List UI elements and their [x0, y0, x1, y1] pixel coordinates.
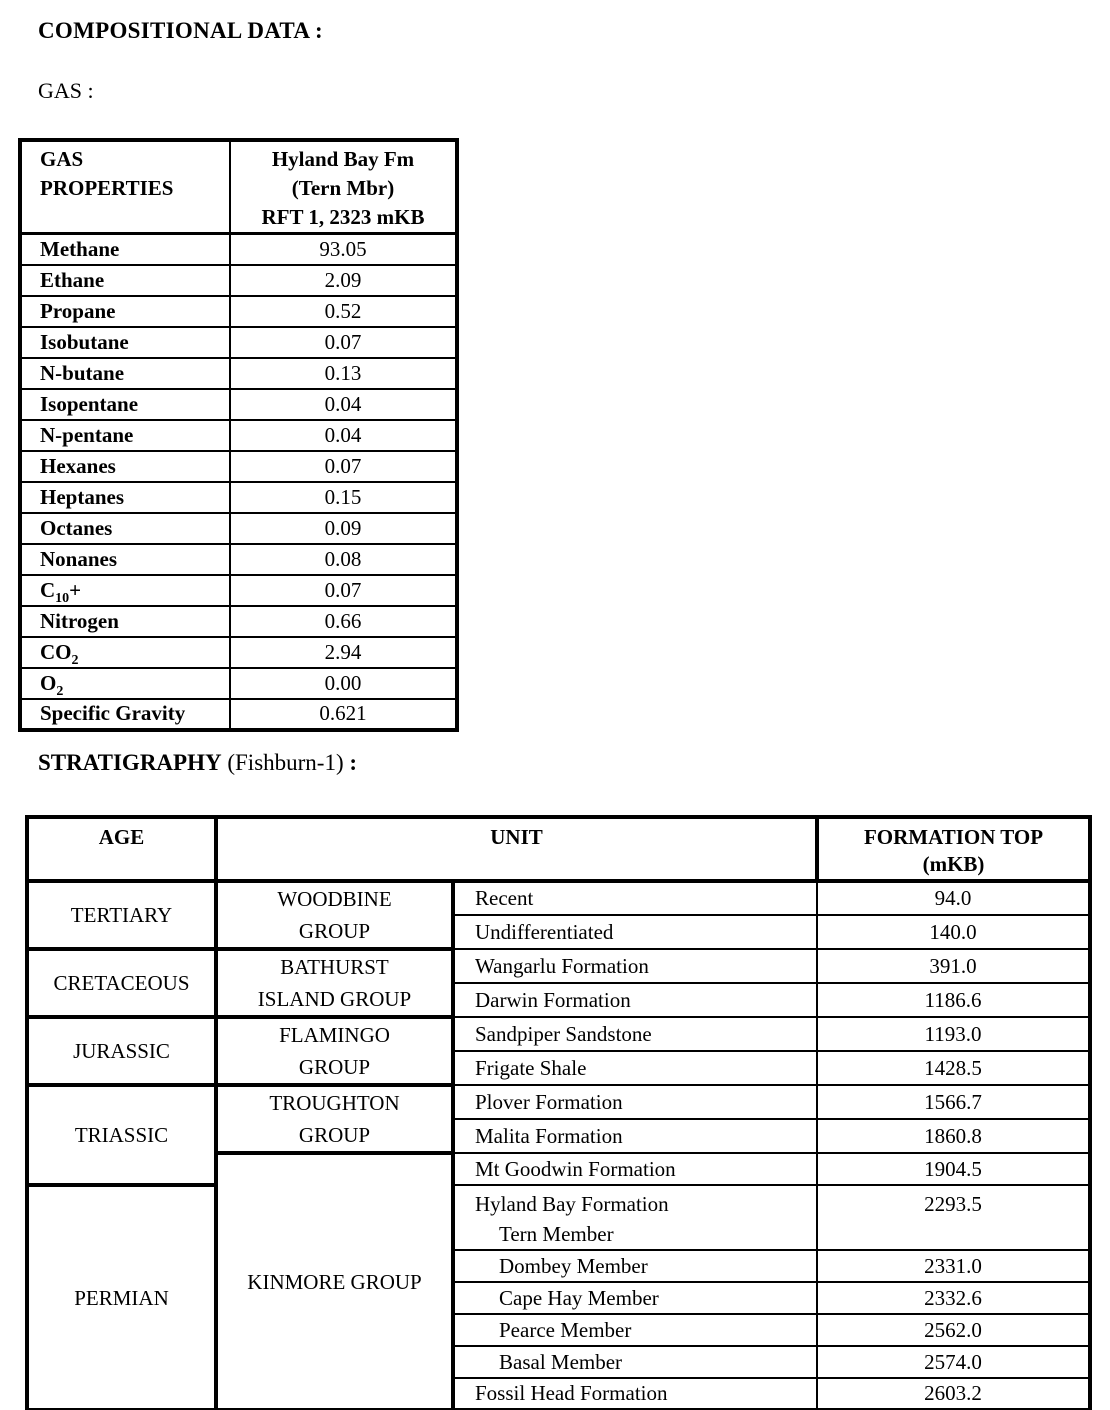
group-cell: TROUGHTON GROUP: [216, 1085, 453, 1153]
unit-cell: Malita Formation: [453, 1119, 817, 1153]
unit-cell: Dombey Member: [453, 1250, 817, 1282]
formation-top-cell: 94.0: [817, 881, 1090, 915]
unit-cell: Fossil Head Formation: [453, 1378, 817, 1410]
property-cell: Hexanes: [20, 451, 230, 482]
value-cell: 0.07: [230, 327, 457, 358]
stratigraphy-table: [25, 815, 1092, 1410]
strat-table-row: [27, 949, 1090, 983]
value-cell: 0.621: [230, 699, 457, 730]
value-cell: 0.09: [230, 513, 457, 544]
property-cell: $CO_2$: [20, 637, 230, 668]
unit-cell: Plover Formation: [453, 1085, 817, 1119]
strat-table-row: [27, 1085, 1090, 1119]
value-cell: 0.07: [230, 575, 457, 606]
property-cell: $C_{10}+$: [20, 575, 230, 606]
formation-top-cell: 1904.5: [817, 1153, 1090, 1185]
property-cell: Ethane: [20, 265, 230, 296]
formation-top-cell: 391.0: [817, 949, 1090, 983]
unit-cell: Pearce Member: [453, 1314, 817, 1346]
strat-table-row: [27, 881, 1090, 915]
property-cell: Nonanes: [20, 544, 230, 575]
group-cell: KINMORE GROUP: [216, 1153, 453, 1410]
header-line: RFT 1, 2323 mKB: [261, 205, 425, 229]
gas-table-row: [20, 482, 457, 513]
stratigraphy-heading-bold: STRATIGRAPHY: [38, 750, 222, 775]
age-cell: TERTIARY: [27, 881, 216, 949]
unit-cell: Recent: [453, 881, 817, 915]
gas-table-row: [20, 327, 457, 358]
property-cell: N-butane: [20, 358, 230, 389]
gas-table-row: [20, 544, 457, 575]
gas-table-row: [20, 637, 457, 668]
strat-header-formation-top: [817, 817, 1090, 881]
gas-section-label: GAS :: [38, 78, 94, 103]
unit-cell: Hyland Bay Formation Tern Member: [453, 1185, 817, 1250]
strat-header-age: AGE: [27, 817, 216, 881]
formation-top-cell: 2293.5: [817, 1185, 1090, 1250]
gas-table-row: [20, 420, 457, 451]
formation-top-cell: 2574.0: [817, 1346, 1090, 1378]
property-cell: N-pentane: [20, 420, 230, 451]
formation-top-cell: 1186.6: [817, 983, 1090, 1017]
header-line: (Tern Mbr): [291, 176, 395, 200]
property-cell: Octanes: [20, 513, 230, 544]
gas-table-header-row: [20, 140, 457, 234]
gas-table-header-sample: [230, 140, 457, 234]
property-cell: Propane: [20, 296, 230, 327]
header-line: PROPERTIES: [40, 176, 174, 200]
gas-table-row: [20, 513, 457, 544]
unit-cell: Frigate Shale: [453, 1051, 817, 1085]
gas-table-row: [20, 358, 457, 389]
property-cell: Methane: [20, 234, 230, 265]
formation-top-cell: 1428.5: [817, 1051, 1090, 1085]
group-cell: BATHURST ISLAND GROUP: [216, 949, 453, 1017]
compositional-data-heading: COMPOSITIONAL DATA :: [38, 18, 324, 43]
gas-table-row: [20, 575, 457, 606]
unit-cell: Undifferentiated: [453, 915, 817, 949]
formation-top-cell: 2331.0: [817, 1250, 1090, 1282]
property-cell: Heptanes: [20, 482, 230, 513]
unit-cell: Darwin Formation: [453, 983, 817, 1017]
formation-top-cell: 1860.8: [817, 1119, 1090, 1153]
formation-top-cell: 2603.2: [817, 1378, 1090, 1410]
gas-table-row: [20, 265, 457, 296]
age-cell: JURASSIC: [27, 1017, 216, 1085]
value-cell: 0.15: [230, 482, 457, 513]
value-cell: 0.52: [230, 296, 457, 327]
strat-header-unit: UNIT: [216, 817, 817, 881]
value-cell: 0.04: [230, 389, 457, 420]
value-cell: 0.04: [230, 420, 457, 451]
unit-cell: Basal Member: [453, 1346, 817, 1378]
value-cell: 0.00: [230, 668, 457, 699]
unit-cell: Cape Hay Member: [453, 1282, 817, 1314]
header-line: GAS: [40, 147, 84, 171]
gas-table-header-properties: [20, 140, 230, 234]
unit-cell: Sandpiper Sandstone: [453, 1017, 817, 1051]
stratigraphy-heading-colon: :: [343, 750, 358, 775]
formation-top-cell: 140.0: [817, 915, 1090, 949]
property-cell: Specific Gravity: [20, 699, 230, 730]
age-cell: TRIASSIC: [27, 1085, 216, 1185]
stratigraphy-heading: [38, 750, 357, 776]
property-cell: Isopentane: [20, 389, 230, 420]
header-line: FORMATION TOP: [863, 825, 1044, 849]
strat-table-header-row: [27, 817, 1090, 881]
gas-table-row: [20, 606, 457, 637]
unit-cell: Mt Goodwin Formation: [453, 1153, 817, 1185]
strat-table-row: [27, 1017, 1090, 1051]
group-cell: FLAMINGO GROUP: [216, 1017, 453, 1085]
value-cell: 2.09: [230, 265, 457, 296]
gas-table-row: [20, 296, 457, 327]
value-cell: 2.94: [230, 637, 457, 668]
gas-table-row: [20, 699, 457, 730]
stratigraphy-heading-well: (Fishburn-1): [221, 750, 344, 775]
header-line: Hyland Bay Fm: [271, 147, 415, 171]
unit-cell: Wangarlu Formation: [453, 949, 817, 983]
property-cell: Nitrogen: [20, 606, 230, 637]
value-cell: 0.07: [230, 451, 457, 482]
strat-table-row: [27, 1185, 1090, 1250]
gas-table-row: [20, 668, 457, 699]
header-line: (mKB): [922, 852, 985, 876]
age-cell: CRETACEOUS: [27, 949, 216, 1017]
formation-top-cell: 1566.7: [817, 1085, 1090, 1119]
value-cell: 0.13: [230, 358, 457, 389]
property-cell: Isobutane: [20, 327, 230, 358]
group-cell: WOODBINE GROUP: [216, 881, 453, 949]
value-cell: 0.66: [230, 606, 457, 637]
formation-top-cell: 1193.0: [817, 1017, 1090, 1051]
formation-top-cell: 2562.0: [817, 1314, 1090, 1346]
gas-properties-table: [18, 138, 459, 732]
age-cell: PERMIAN: [27, 1185, 216, 1410]
gas-table-row: [20, 451, 457, 482]
gas-table-row: [20, 389, 457, 420]
value-cell: 0.08: [230, 544, 457, 575]
value-cell: 93.05: [230, 234, 457, 265]
gas-table-row: [20, 234, 457, 265]
formation-top-cell: 2332.6: [817, 1282, 1090, 1314]
property-cell: $O_2$: [20, 668, 230, 699]
